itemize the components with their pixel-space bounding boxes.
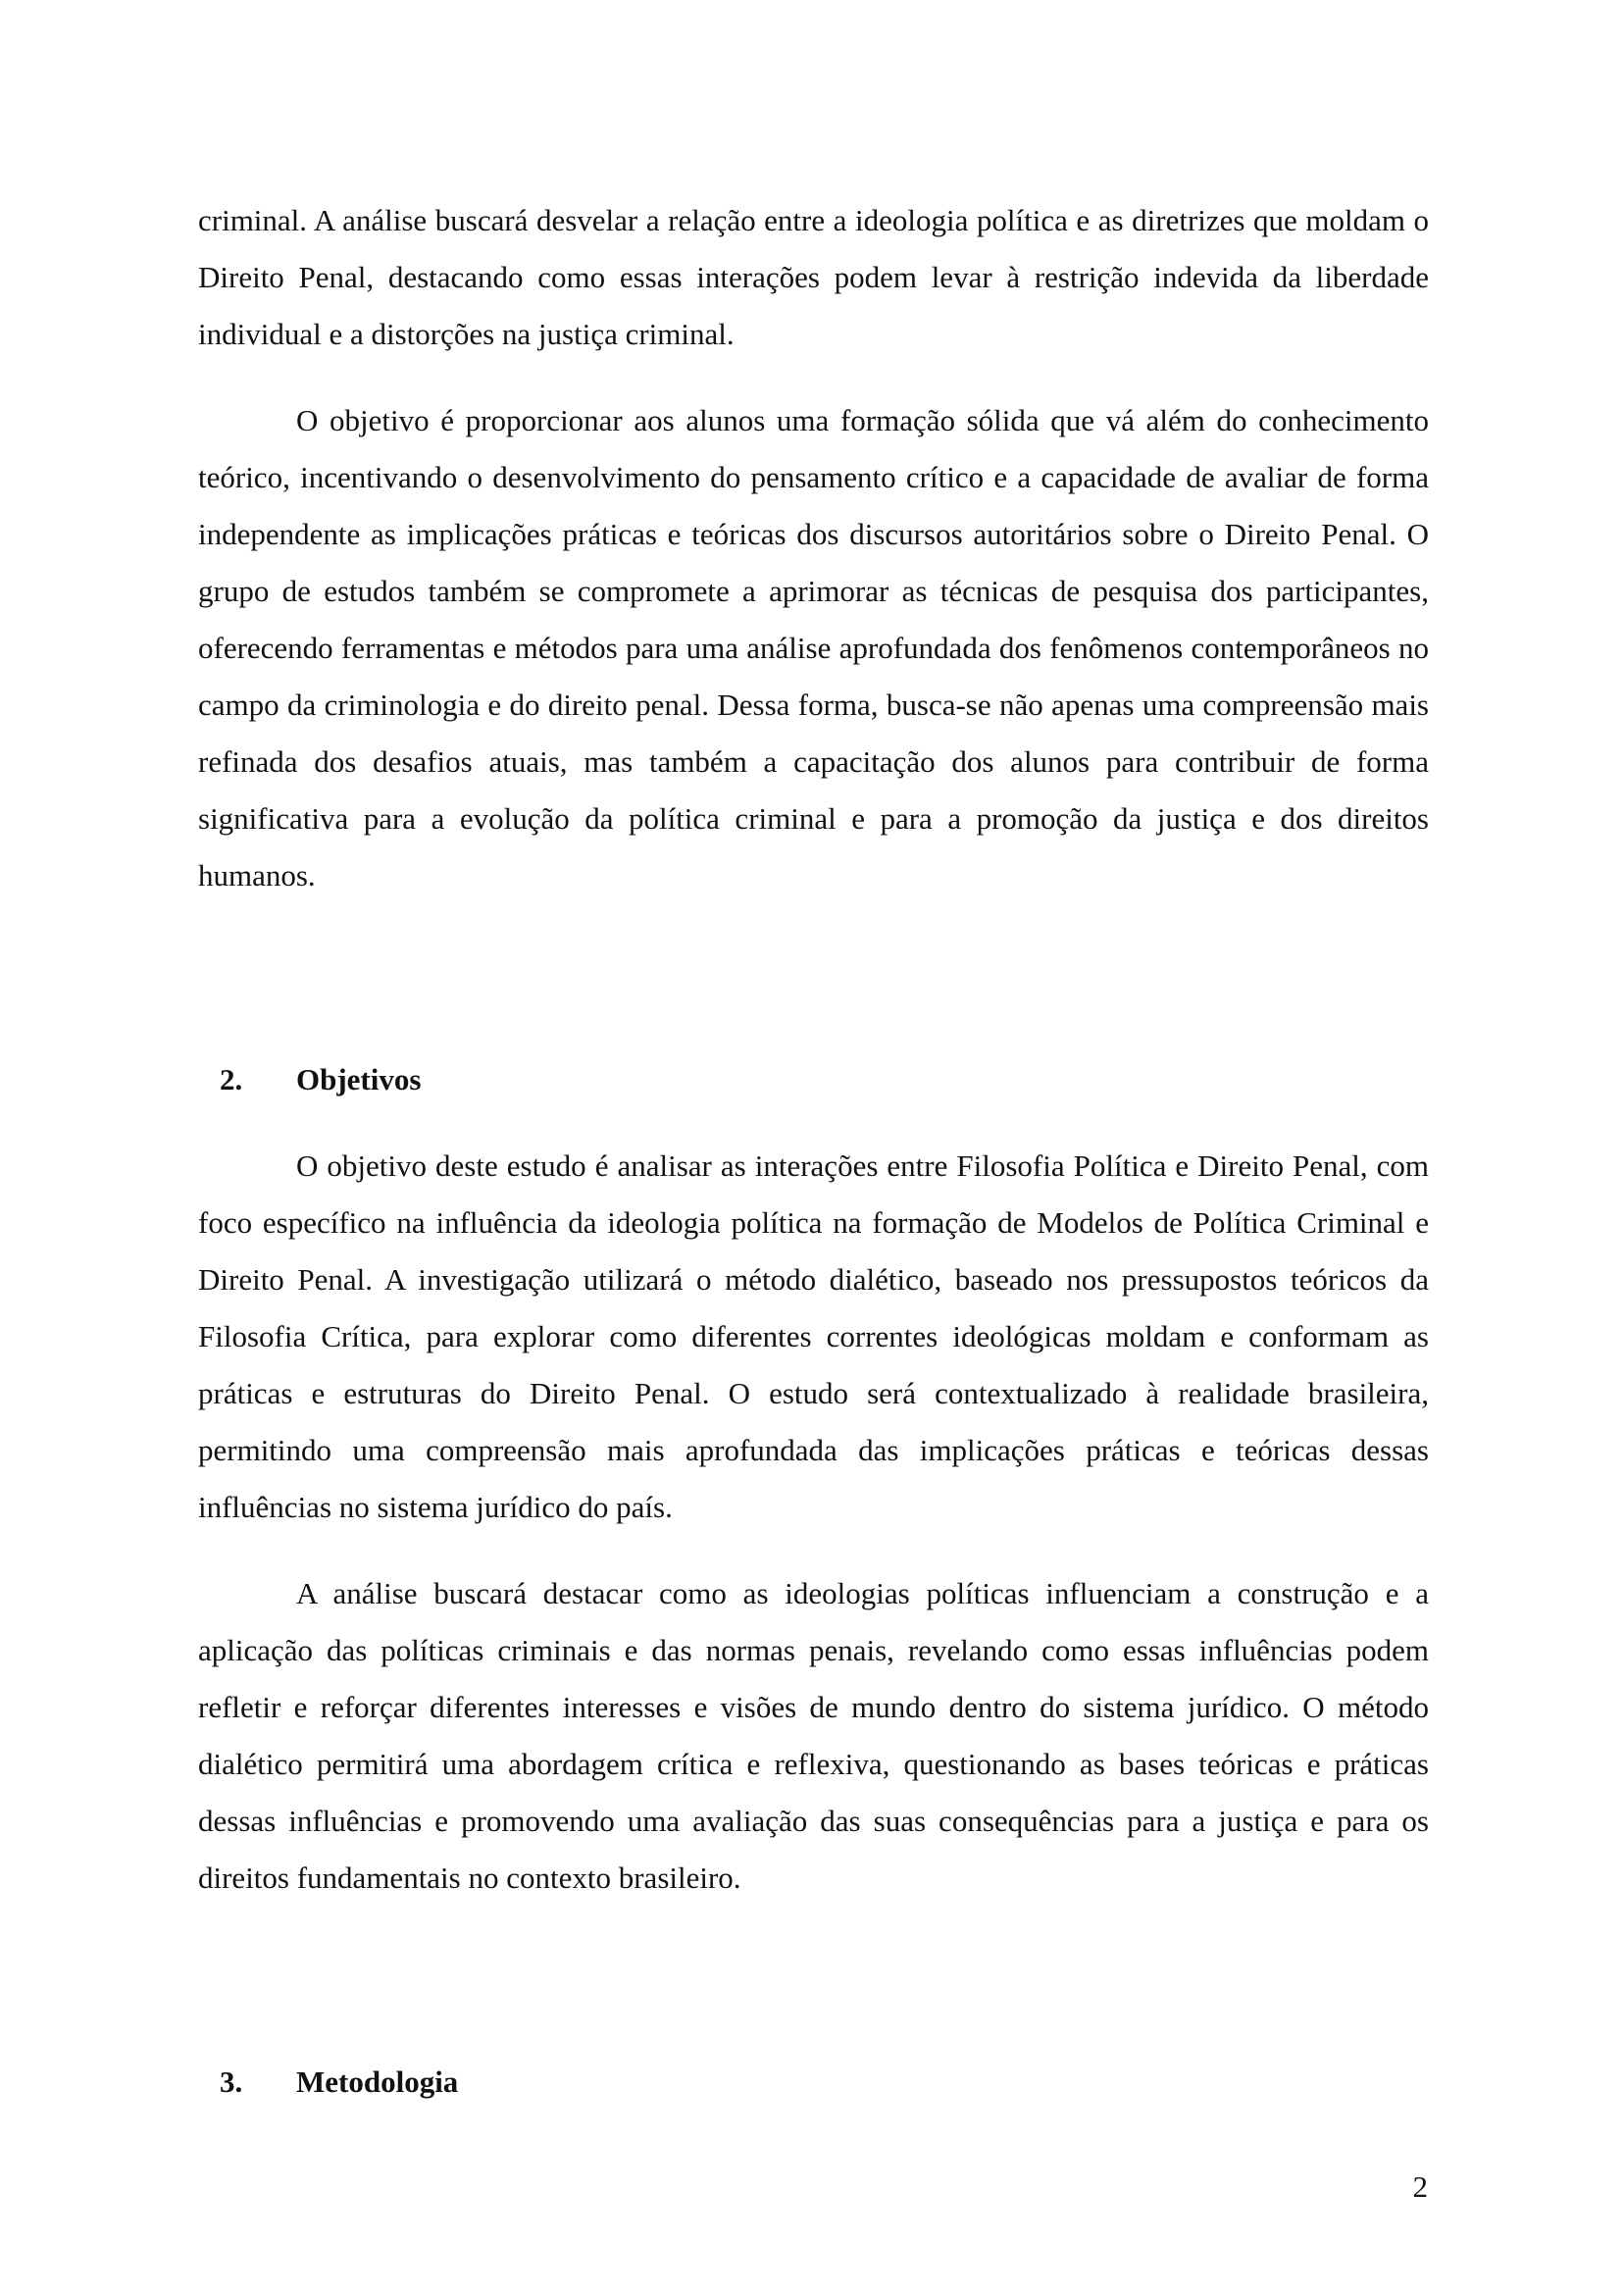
section-number: 3. <box>220 2065 243 2099</box>
section-heading-metodologia <box>198 2054 1429 2111</box>
page-number: 2 <box>1412 2169 1428 2204</box>
paragraph-objective-formation: O objetivo é proporcionar aos alunos uma formação sólida que vá além do conhecimento teórico, incentivando o desenvolvimento do pensamento crítico e a capacidade de avaliar de forma independente as implicações práticas e teóricas dos discursos autoritários sobre o Direito Penal. O grupo de estudos também se compromete a aprimorar as técnicas de pesquisa dos participantes, oferecendo ferramentas e métodos para uma análise aprofundada dos fenômenos contemporâneos no campo da criminologia e do direito penal. Dessa forma, busca-se não apenas uma compreensão mais refinada dos desafios atuais, mas também a capacitação dos alunos para contribuir de forma significativa para a evolução da política criminal e para a promoção da justiça e dos direitos humanos. <box>198 403 1429 892</box>
section-title: Objetivos <box>296 1062 422 1096</box>
section-number: 2. <box>220 1062 243 1096</box>
paragraph-objetivos-2: A análise buscará destacar como as ideologias políticas influenciam a construção e a aplicação das políticas criminais e das normas penais, revelando como essas influências podem refletir e reforçar diferentes interesses e visões de mundo dentro do sistema jurídico. O método dialético permitirá uma abordagem crítica e reflexiva, questionando as bases teóricas e práticas dessas influências e promovendo uma avaliação das suas consequências para a justiça e para os direitos fundamentais no contexto brasileiro. <box>198 1576 1429 1895</box>
section-heading-objetivos <box>198 1051 1429 1108</box>
paragraph-objetivos-1: O objetivo deste estudo é analisar as interações entre Filosofia Política e Direito Penal, com foco específico na influência da ideologia política na formação de Modelos de Política Criminal e Direito Penal. A investigação utilizará o método dialético, baseado nos pressupostos teóricos da Filosofia Crítica, para explorar como diferentes correntes ideológicas moldam e conformam as práticas e estruturas do Direito Penal. O estudo será contextualizado à realidade brasileira, permitindo uma compreensão mais aprofundada das implicações práticas e teóricas dessas influências no sistema jurídico do país. <box>198 1148 1429 1524</box>
paragraph-continuation: criminal. A análise buscará desvelar a relação entre a ideologia política e as diretrizes que moldam o Direito Penal, destacando como essas interações podem levar à restrição indevida da liberdade individual e a distorções na justiça criminal. <box>198 203 1429 351</box>
section-title: Metodologia <box>296 2065 459 2099</box>
page-content <box>198 192 1429 2111</box>
